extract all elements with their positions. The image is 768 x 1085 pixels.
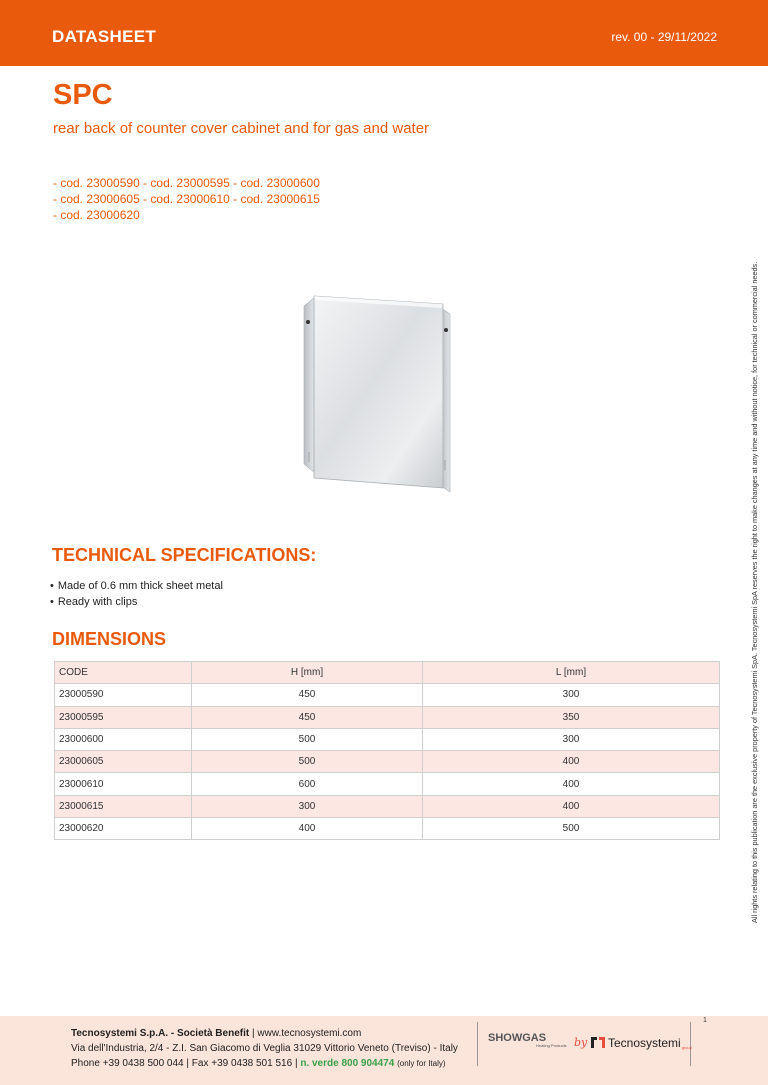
code-line: - cod. 23000590 - cod. 23000595 - cod. 23000600 [53, 176, 320, 190]
cell-code: 23000595 [55, 706, 192, 728]
revision-date: rev. 00 - 29/11/2022 [611, 30, 717, 44]
column-header-code: CODE [55, 662, 192, 684]
cell-length: 300 [423, 684, 720, 706]
cell-length: 300 [423, 728, 720, 750]
dimensions-table [54, 661, 720, 840]
toll-free-number: n. verde 800 904474 [300, 1058, 395, 1069]
cell-code: 23000605 [55, 751, 192, 773]
cell-height: 600 [192, 773, 423, 795]
cell-code: 23000610 [55, 773, 192, 795]
cell-length: 350 [423, 706, 720, 728]
cell-code: 23000590 [55, 684, 192, 706]
fax-number: Fax +39 0438 501 516 [191, 1058, 293, 1069]
separator: | [294, 1058, 301, 1069]
table-row [55, 818, 720, 840]
table-row [55, 773, 720, 795]
cell-height: 300 [192, 795, 423, 817]
cell-code: 23000600 [55, 728, 192, 750]
separator: | [186, 1058, 192, 1069]
table-row [55, 684, 720, 706]
cell-height: 500 [192, 751, 423, 773]
toll-free-note: (only for Italy) [397, 1059, 446, 1068]
rights-notice: All rights relating to this publication are the exclusive property of Tecnosystemi SpA. Tecnosystemi SpA reserves the right to make changes at any time and without notice, for technical or commercial needs. [750, 261, 759, 923]
website-link[interactable]: www.tecnosystemi.com [257, 1028, 362, 1039]
cell-height: 450 [192, 684, 423, 706]
table-header-row [55, 662, 720, 684]
company-name: Tecnosystemi S.p.A. - Società Benefit [71, 1028, 250, 1039]
tecnosystemi-logo-text: Tecnosystemi [608, 1035, 681, 1050]
showgas-logo [488, 1032, 567, 1048]
phone-number: Phone +39 0438 500 044 [71, 1058, 184, 1069]
tecnosystemi-group-text: group [681, 1045, 692, 1050]
table-row [55, 728, 720, 750]
page-number: 1 [703, 1017, 707, 1024]
spec-item: • Made of 0.6 mm thick sheet metal [50, 578, 223, 594]
table-row [55, 795, 720, 817]
table-row [55, 751, 720, 773]
footer-contact [71, 1026, 458, 1071]
product-image-cover-panel [300, 292, 455, 497]
separator: | [251, 1028, 258, 1039]
column-header-length: L [mm] [423, 662, 720, 684]
column-header-height: H [mm] [192, 662, 423, 684]
dimensions-heading: DIMENSIONS [52, 629, 167, 649]
tecnosystemi-logo [591, 1035, 692, 1050]
showgas-logo-text: SHOWGAS [488, 1032, 547, 1044]
cell-height: 500 [192, 728, 423, 750]
cell-height: 450 [192, 706, 423, 728]
cell-code: 23000615 [55, 795, 192, 817]
cell-code: 23000620 [55, 818, 192, 840]
showgas-tagline: Heating Products [536, 1043, 567, 1048]
technical-specifications-heading: TECHNICAL SPECIFICATIONS: [52, 545, 317, 565]
product-codes [53, 175, 320, 223]
specifications-list [50, 578, 223, 610]
footer-divider [477, 1022, 478, 1066]
code-line: - cod. 23000620 [53, 208, 140, 222]
spec-item: • Ready with clips [50, 594, 223, 610]
company-address: Via dell'Industria, 2/4 - Z.I. San Giacomo di Veglia 31029 Vittorio Veneto (Treviso) - Italy [71, 1043, 458, 1054]
code-line: - cod. 23000605 - cod. 23000610 - cod. 23000615 [53, 192, 320, 206]
cell-length: 400 [423, 795, 720, 817]
cell-length: 400 [423, 751, 720, 773]
product-name: SPC [53, 79, 113, 111]
product-subtitle: rear back of counter cover cabinet and for gas and water [53, 120, 430, 137]
datasheet-title: DATASHEET [52, 27, 157, 46]
tecnosystemi-mark-icon [591, 1037, 605, 1048]
by-text: by [574, 1036, 588, 1049]
cell-height: 400 [192, 818, 423, 840]
cell-length: 400 [423, 773, 720, 795]
table-row [55, 706, 720, 728]
cell-length: 500 [423, 818, 720, 840]
